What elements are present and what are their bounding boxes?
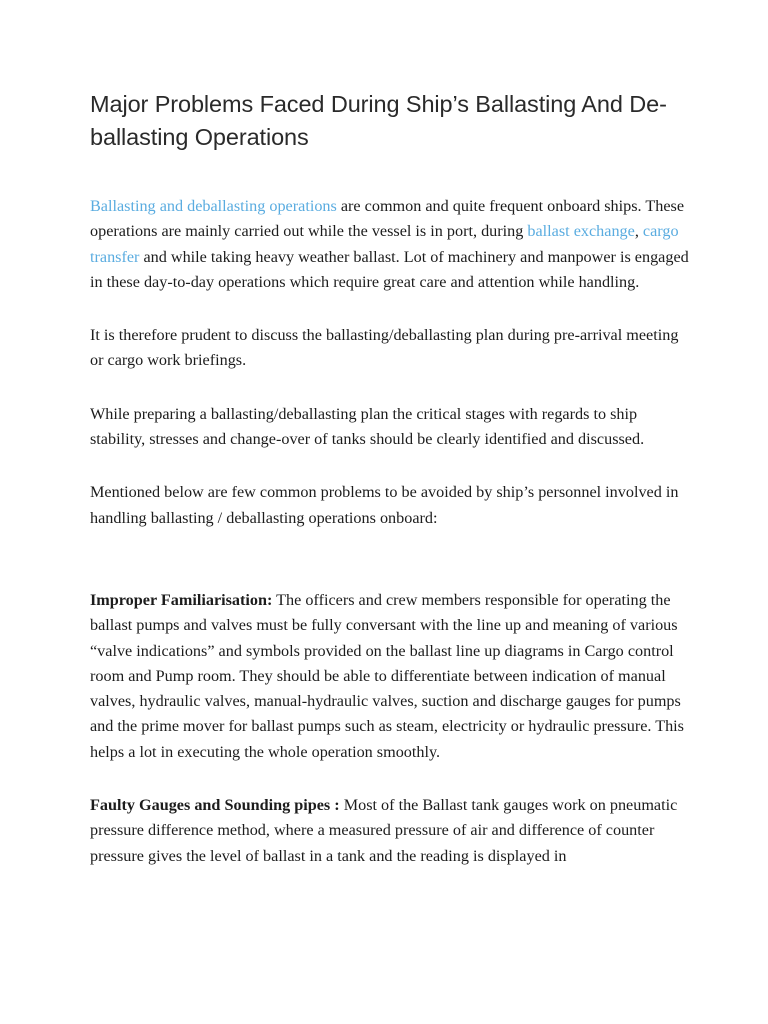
ballast-exchange-link[interactable]: ballast exchange [527,222,635,241]
section-heading-gauges: Faulty Gauges and Sounding pipes : [90,796,340,815]
section-body-familiarisation: The officers and crew members responsible for operating the ballast pumps and valves must be fully conversant with the line up and meaning of various “valve indications” and symbols provided on the ballast line up diagrams in Cargo control room and Pump room. They should be able to differentiate between indication of manual valves, hydraulic valves, manual-hydraulic valves, suction and discharge gauges for pumps and the prime mover for ballast pumps such as steam, electricity or hydraulic pressure. This helps a lot in executing the whole operation smoothly. [90,590,684,761]
intro-paragraph [90,194,690,295]
section-faulty-gauges [90,793,690,869]
section-body-gauges: Most of the Ballast tank gauges work on pneumatic pressure difference method, where a measured pressure of air and difference of counter pressure gives the level of ballast in a tank and the reading is displayed in [90,796,678,865]
paragraph-problems-intro: Mentioned below are few common problems to be avoided by ship’s personnel involved in handling ballasting / deballasting operations onboard: [90,483,679,527]
section-improper-familiarisation [90,588,690,765]
paragraph-briefing: It is therefore prudent to discuss the ballasting/deballasting plan during pre-arrival meeting or cargo work briefings. [90,326,679,370]
intro-text-3: and while taking heavy weather ballast. Lot of machinery and manpower is engaged in these day-to-day operations which require great care and attention while handling. [90,247,689,291]
paragraph-plan: While preparing a ballasting/deballasting plan the critical stages with regards to ship stability, stresses and change-over of tanks should be clearly identified and discussed. [90,404,645,449]
section-heading-familiarisation: Improper Familiarisation: [90,590,273,609]
intro-text-1: are common and quite frequent onboard ships. These operations are mainly carried out while the vessel is in port, during [90,197,684,241]
article [90,88,690,897]
page-title: Major Problems Faced During Ship’s Ballasting And De-ballasting Operations [90,91,667,150]
ballasting-operations-link[interactable]: Ballasting and deballasting operations [90,197,337,215]
cargo-transfer-link[interactable]: cargo transfer [90,222,679,266]
intro-text-2: , [634,222,643,241]
